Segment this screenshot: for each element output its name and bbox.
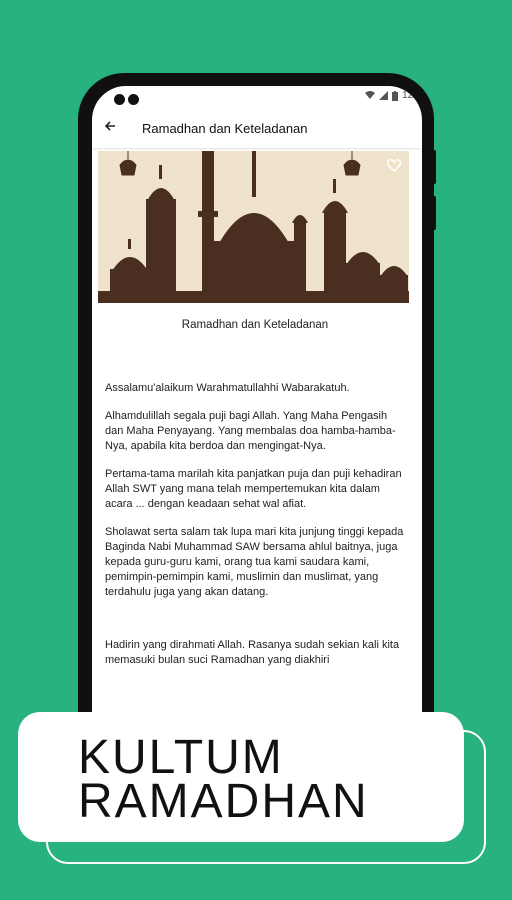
wifi-icon: [365, 91, 375, 100]
article-paragraph: Pertama-tama marilah kita panjatkan puja dan puji kehadiran Allah SWT yang mana telah mempertemukan kita dalam acara ... dengan keadaan sehat wal afiat.: [105, 468, 402, 510]
article-paragraph: Alhamdulillah segala puji bagi Allah. Yang Maha Pengasih dan Maha Penyayang. Yang membalas doa hamba-hamba-Nya, apabila kita berdoa dan mengingat-Nya.: [105, 410, 396, 452]
page-title: Ramadhan dan Keteladanan: [142, 120, 308, 136]
favorite-button[interactable]: [387, 159, 401, 177]
promo-title-line: RAMADHAN: [78, 775, 369, 828]
promo-title: [78, 731, 369, 828]
phone-side-button: [430, 150, 436, 184]
article-title: Ramadhan dan Keteladanan: [181, 319, 329, 331]
phone-screen: [92, 86, 422, 726]
article-paragraph: Sholawat serta salam tak lupa mari kita junjung tinggi kepada Baginda Nabi Muhammad SAW bersama ahlul baitnya, juga kepada guru-guru kami, orang tua kami saudara kami, pemimpin-pemimpin kami, muslimin dan muslimat, yang terdahulu juga yang akan datang.: [105, 526, 404, 598]
heart-icon: [387, 159, 401, 172]
arrow-left-icon: [104, 120, 116, 132]
signal-icon: [379, 91, 388, 100]
article-paragraph: Assalamu'alaikum Warahmatullahhi Wabarakatuh.: [105, 382, 350, 394]
promo-title-line: KULTUM: [78, 731, 284, 784]
article-paragraph: Hadirin yang dirahmati Allah. Rasanya sudah sekian kali kita memasuki bulan suci Ramadhan yang diakhiri: [105, 639, 400, 666]
status-bar: [92, 86, 422, 108]
article-content: [105, 318, 405, 681]
status-time: 12:: [402, 90, 416, 101]
article-banner: [98, 151, 409, 303]
camera-dot: [128, 94, 139, 105]
app-toolbar: [92, 108, 422, 148]
battery-icon: [392, 91, 398, 101]
back-button[interactable]: [104, 119, 124, 137]
phone-side-button: [430, 196, 436, 230]
camera-dot: [114, 94, 125, 105]
status-icons: [365, 90, 416, 101]
mosque-silhouette: [98, 151, 409, 303]
